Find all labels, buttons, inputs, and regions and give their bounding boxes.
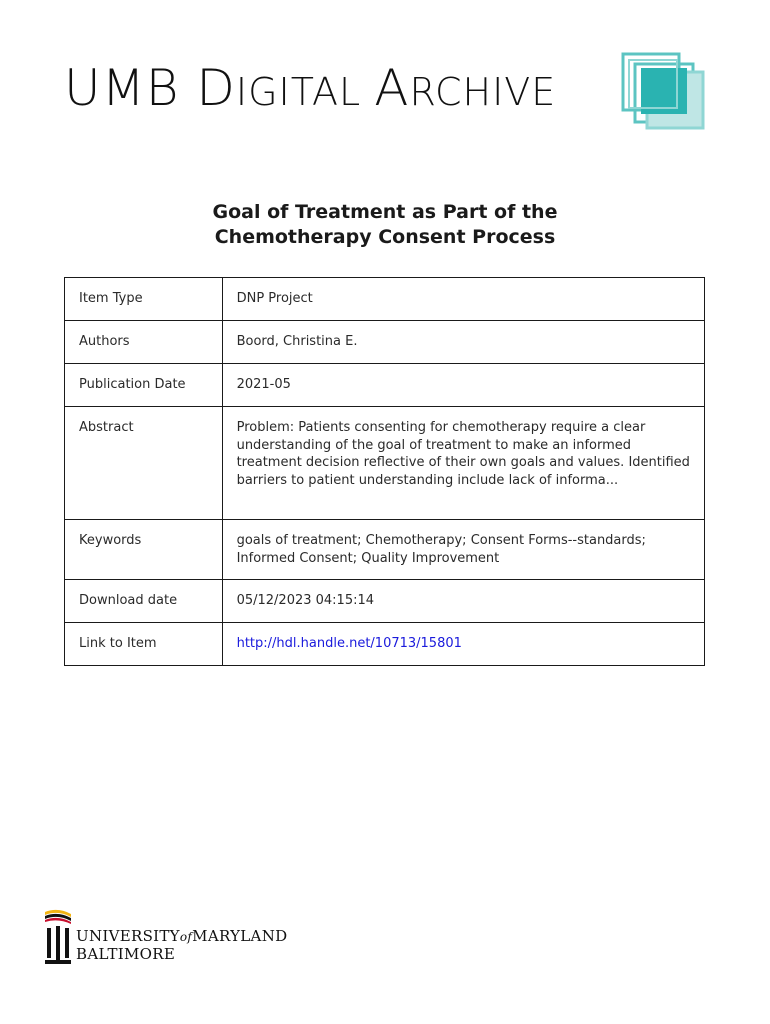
university-word: UNIVERSITY [76, 927, 180, 945]
table-row [65, 623, 705, 666]
university-logo [44, 908, 288, 968]
download-date-value: 05/12/2023 04:15:14 [222, 580, 704, 623]
table-row [65, 407, 705, 520]
table-row [65, 580, 705, 623]
publication-date-value: 2021-05 [222, 364, 704, 407]
university-name [76, 928, 287, 963]
link-to-item-cell [222, 623, 704, 666]
of-word: of [179, 930, 193, 944]
item-type-value: DNP Project [222, 278, 704, 321]
item-type-label: Item Type [65, 278, 223, 321]
publication-date-label: Publication Date [65, 364, 223, 407]
authors-value: Boord, Christina E. [222, 321, 704, 364]
archive-title [64, 58, 556, 118]
archive-title-part: A [374, 59, 410, 117]
document-title-line: Chemotherapy Consent Process [214, 226, 556, 248]
abstract-value: Problem: Patients consenting for chemotherapy require a clear understanding of the goal of treatment to make an informed treatment decision reflective of their own goals and values. Identified barriers to patient understanding include lack of informa... [222, 407, 704, 520]
table-row [65, 321, 705, 364]
keywords-label: Keywords [65, 520, 223, 580]
metadata-table [64, 277, 705, 666]
table-row [65, 278, 705, 321]
archive-title-part: RCHIVE [409, 70, 557, 114]
document-title-line: Goal of Treatment as Part of the [212, 201, 558, 223]
archive-title-part: IGITAL [235, 70, 375, 114]
maryland-word: MARYLAND [192, 927, 288, 945]
handle-link[interactable]: http://hdl.handle.net/10713/15801 [236, 636, 462, 651]
download-date-label: Download date [65, 580, 223, 623]
document-title [0, 200, 770, 250]
authors-label: Authors [65, 321, 223, 364]
archive-title-part: UMB [64, 59, 197, 117]
stacked-squares-icon [621, 52, 707, 132]
baltimore-word: BALTIMORE [76, 945, 176, 963]
table-row [65, 364, 705, 407]
abstract-label: Abstract [65, 407, 223, 520]
university-name-line1 [76, 928, 287, 946]
university-columns-icon [44, 908, 72, 966]
link-to-item-label: Link to Item [65, 623, 223, 666]
table-row [65, 520, 705, 580]
keywords-value: goals of treatment; Chemotherapy; Consent Forms--standards; Informed Consent; Quality Improvement [222, 520, 704, 580]
archive-title-part: D [196, 59, 236, 117]
